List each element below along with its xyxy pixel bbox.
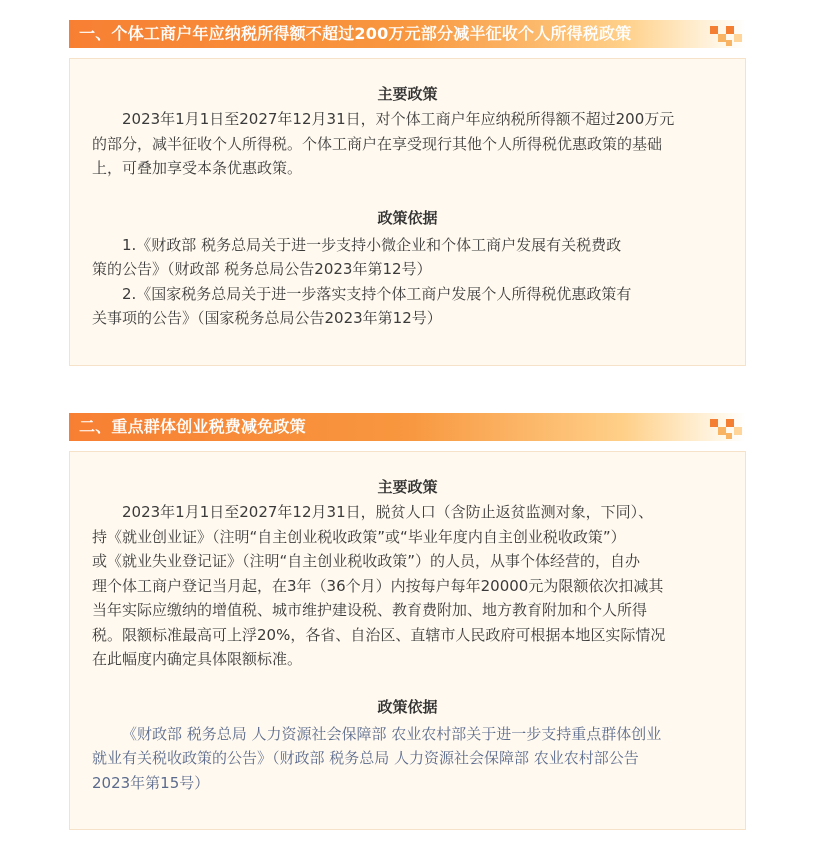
section-1-title: 一、个体工商户年应纳税所得额不超过200万元部分减半征收个人所得税政策 [79, 24, 632, 43]
basis-line: 《财政部 税务总局 人力资源社会保障部 农业农村部关于进一步支持重点群体创业 [122, 724, 662, 743]
basis-text [70, 722, 745, 796]
policy-line: 2023年1月1日至2027年12月31日，对个体工商户年应纳税所得额不超过200万元 [122, 110, 675, 128]
policy-line: 2023年1月1日至2027年12月31日，脱贫人口（含防止返贫监测对象，下同）、 [122, 503, 654, 521]
section-2-content-box [69, 451, 746, 830]
basis-line: 1.《财政部 税务总局关于进一步支持小微企业和个体工商户发展有关税费政 [122, 235, 622, 254]
policy-line: 税。限额标准最高可上浮20%，各省、自治区、直辖市人民政府可根据本地区实际情况 [92, 625, 666, 644]
policy-line: 在此幅度内确定具体限额标准。 [92, 650, 303, 668]
basis-line: 策的公告》（财政部 税务总局公告2023年第12号） [92, 260, 432, 278]
basis-line: 关事项的公告》（国家税务总局公告2023年第12号） [92, 309, 442, 327]
policy-heading: 主要政策 [377, 85, 438, 103]
policy-line: 上，可叠加享受本条优惠政策。 [92, 159, 303, 177]
policy-line: 理个体工商户登记当月起，在3年（36个月）内按每户每年20000元为限额依次扣减其 [92, 576, 664, 595]
section-1-header [69, 20, 746, 48]
policy-text [70, 500, 745, 672]
basis-heading: 政策依据 [377, 208, 438, 227]
policy-line: 持《就业创业证》（注明“自主创业税收政策”或“毕业年度内自主创业税收政策”） [92, 527, 626, 546]
policy-line: 或《就业失业登记证》（注明“自主创业税收政策”）的人员，从事个体经营的，自办 [92, 552, 641, 570]
section-1-content-box [69, 58, 746, 366]
basis-line: 2.《国家税务总局关于进一步落实支持个体工商户发展个人所得税优惠政策有 [122, 284, 632, 303]
policy-heading: 主要政策 [377, 478, 438, 496]
section-2 [69, 413, 746, 792]
section-2-header [69, 413, 746, 441]
policy-line: 当年实际应缴纳的增值税、城市维护建设税、教育费附加、地方教育附加和个人所得 [92, 601, 648, 619]
section-2-title: 二、重点群体创业税费减免政策 [79, 417, 306, 436]
policy-line: 的部分，减半征收个人所得税。个体工商户在享受现行其他个人所得税优惠政策的基础 [92, 134, 663, 153]
policy-text [70, 107, 745, 181]
basis-line: 就业有关税收政策的公告》（财政部 税务总局 人力资源社会保障部 农业农村部公告 [92, 749, 639, 767]
section-1 [69, 20, 746, 327]
basis-line: 2023年第15号） [92, 773, 210, 792]
basis-text [70, 233, 745, 331]
basis-heading: 政策依据 [377, 697, 438, 716]
